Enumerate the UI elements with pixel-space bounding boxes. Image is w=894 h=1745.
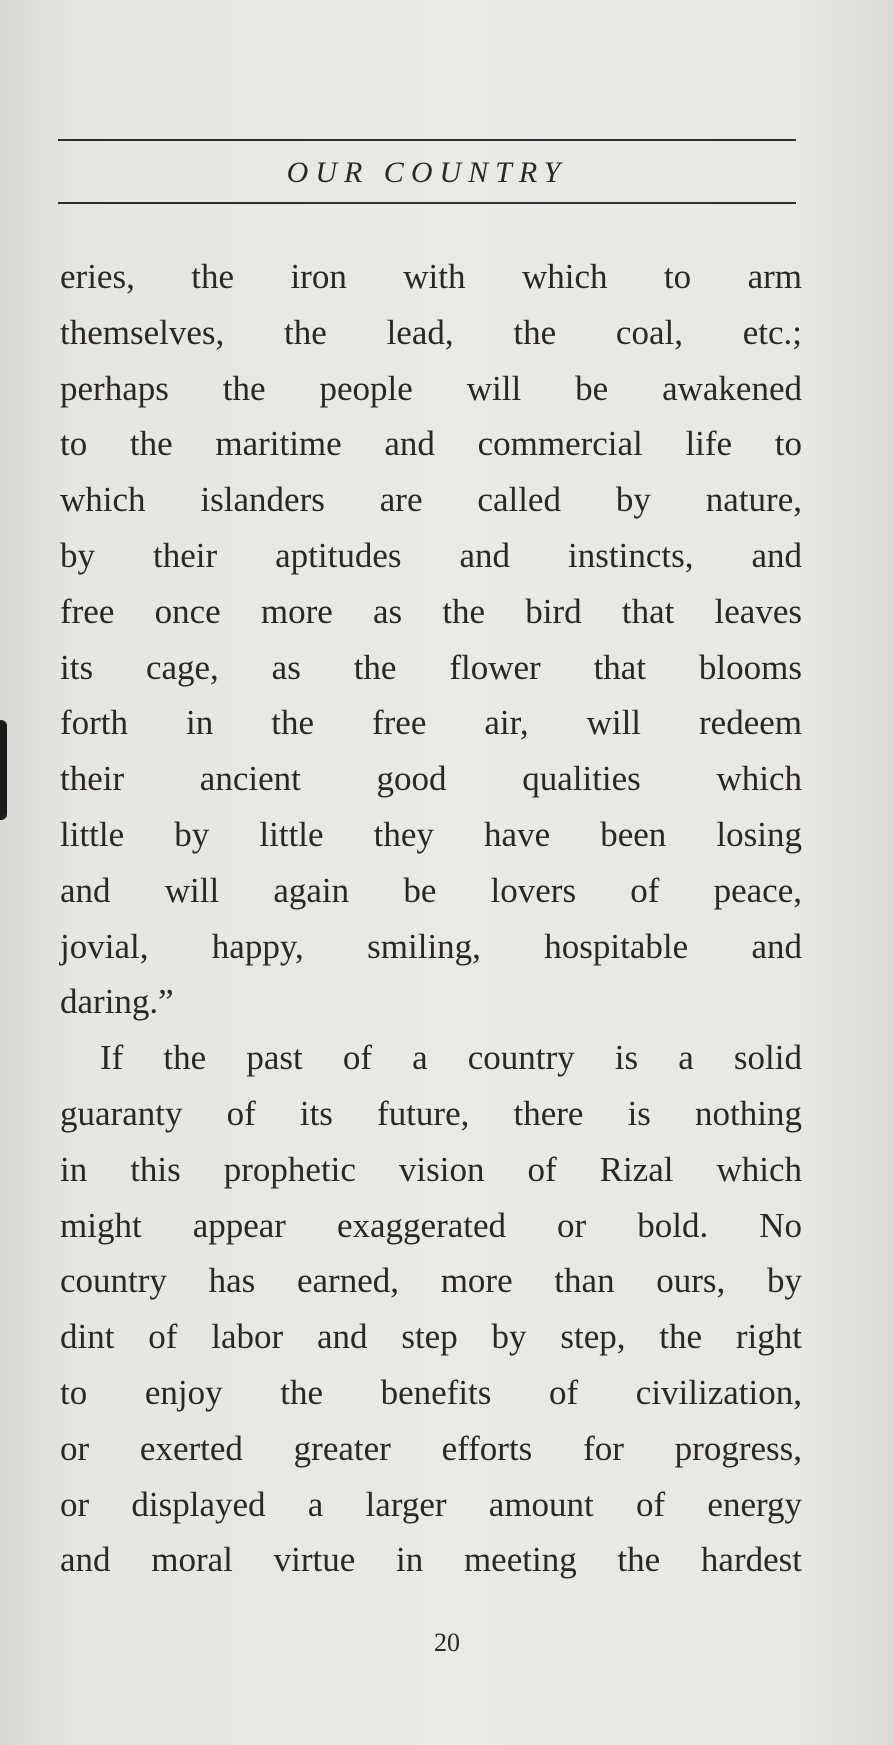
text-line: and moral virtue in meeting the hardest <box>60 1540 802 1580</box>
header-rule-top <box>58 139 796 141</box>
text-line: free once more as the bird that leaves <box>60 591 802 631</box>
page-number: 20 <box>434 1628 460 1657</box>
text-line: eries, the iron with which to arm <box>60 257 802 296</box>
text-line: perhaps the people will be awakened <box>60 368 802 408</box>
body-text <box>60 249 802 1588</box>
text-line: might appear exaggerated or bold. No <box>60 1205 802 1245</box>
text-line: or exerted greater efforts for progress, <box>60 1428 802 1468</box>
paragraph-first-line: If the past of a country is a solid <box>100 1038 802 1078</box>
running-title: OUR COUNTRY <box>286 156 568 189</box>
text-line: their ancient good qualities which <box>60 759 802 799</box>
text-line: little by little they have been losing <box>60 814 802 854</box>
text-line: to enjoy the benefits of civilization, <box>60 1372 802 1412</box>
text-line: guaranty of its future, there is nothing <box>60 1093 802 1133</box>
text-line: and will again be lovers of peace, <box>60 870 802 910</box>
binding-edge-mark <box>0 720 7 820</box>
text-line: to the maritime and commercial life to <box>60 424 802 464</box>
text-line: or displayed a larger amount of energy <box>60 1484 802 1524</box>
header-rule-bottom <box>58 202 796 204</box>
text-line: which islanders are called by nature, <box>60 480 802 520</box>
text-line: country has earned, more than ours, by <box>60 1261 802 1301</box>
text-line: forth in the free air, will redeem <box>60 703 802 743</box>
text-line: jovial, happy, smiling, hospitable and <box>60 926 802 966</box>
text-line: by their aptitudes and instincts, and <box>60 535 802 575</box>
text-line: dint of labor and step by step, the right <box>60 1317 802 1357</box>
text-line: in this prophetic vision of Rizal which <box>60 1149 802 1189</box>
text-line: themselves, the lead, the coal, etc.; <box>60 312 802 352</box>
text-line: its cage, as the flower that blooms <box>60 647 802 687</box>
paragraph-end-line: daring.” <box>60 982 174 1022</box>
